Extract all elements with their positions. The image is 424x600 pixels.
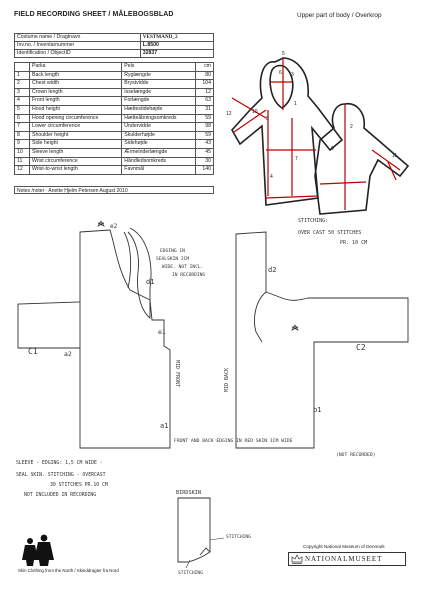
edging-note-line: SEALSKIN 2CM — [156, 257, 190, 262]
diagram-label: 6 — [279, 70, 282, 76]
footer-copyright: Copyright National Museum of Denmark — [303, 544, 385, 549]
label-stitching: STITCHING — [226, 535, 251, 540]
label-c1: C1 — [28, 347, 38, 356]
stitching-note-line: PR. 10 CM — [340, 240, 368, 246]
diagram-label: 12 — [226, 111, 232, 117]
footer-logo-note: Skin Clothing from the North / Skinddragter fra Nord — [18, 568, 119, 573]
diagram-label: 1 — [294, 101, 297, 107]
header-unit: cm — [196, 63, 214, 72]
table-row: 4 Front length Forlængde 63 — [15, 97, 214, 106]
edging-note-line: FRONT AND BACK EDGING IN RED SKIN 1CM WIDE — [174, 439, 293, 444]
notes-field: Notes /noter · Anette Hjelm Petersen August 2010 — [14, 186, 214, 194]
table-row: 12 Wrist-to-wrist length Favnmål 140 — [15, 166, 214, 175]
sheet-title: FIELD RECORDING SHEET / MÅLEBOGSBLAD — [14, 11, 174, 18]
label-stitching: STITCHING — [178, 571, 203, 576]
table-row: 6 Hood opening circumference Hætteåbningsomkreds 59 — [15, 114, 214, 123]
label-a1: a1 — [160, 422, 169, 430]
sleeve-note-line: SLEEVE - EDGING: 1,5 CM WIDE - — [16, 461, 103, 466]
header-da: Pels — [122, 63, 196, 72]
table-row: 9 Side height Sidehøjde 43 — [15, 140, 214, 149]
table-row: 5 Hood height Hættestidehøjde 31 — [15, 105, 214, 114]
label-mid-back: MID BACK — [224, 367, 230, 392]
diagram-label: 11 — [392, 153, 398, 159]
edging-note-line: (NOT RECORDED) — [336, 453, 376, 458]
sleeve-note-line: NOT INCLUDED IN RECORDING — [24, 493, 97, 498]
sleeve-note-line: 30 STITCHES PR.10 CM — [50, 483, 108, 488]
museum-name: NATIONALMUSEET — [305, 555, 383, 563]
diagram-label: 8 — [266, 116, 269, 122]
meta-label: Identification / ObjectID — [15, 50, 141, 58]
label-b1: b1 — [313, 406, 322, 414]
meta-value: 32837 — [140, 50, 213, 58]
table-row: 11 Wrist circumference Håndledsomkreds 30 — [15, 157, 214, 166]
edging-note-line: IN RECORDING — [172, 273, 206, 278]
meta-label: Costume name / Dragtnavn — [15, 34, 141, 42]
meta-value: VESTMAND_2 — [140, 34, 213, 42]
stitching-note-line: OVER CAST 50 STITCHES — [298, 230, 362, 236]
diagram-label: 2 — [350, 124, 353, 130]
label-e1: e1 — [158, 328, 166, 336]
diagram-label: 5 — [282, 51, 285, 57]
label-mid-front: MID FRONT — [174, 360, 180, 388]
label-birdskin: BIRDSKIN — [176, 490, 201, 496]
sleeve-note-line: SEAL SKIN. STITCHING - OVERCAST — [16, 473, 106, 478]
stitching-note-line: STITCHING: — [298, 218, 329, 224]
diagram-label: 7 — [295, 156, 298, 162]
header-en: Parka — [30, 63, 122, 72]
label-c2: C2 — [356, 343, 366, 352]
meta-label: Inv.no. / Inventarnummer — [15, 42, 141, 50]
edging-note-line: EDGING IN — [160, 249, 185, 254]
table-row: 1 Back length Ryglængde 80 — [15, 71, 214, 80]
meta-value: L.8500 — [140, 42, 213, 50]
section-title: Upper part of body / Overkrop — [297, 12, 382, 19]
edging-note-line: WIDE. NOT INCL. — [162, 265, 204, 270]
label-d1: d1 — [146, 278, 155, 286]
label-d2: d2 — [268, 266, 277, 274]
label-e2: e2 — [110, 223, 118, 230]
diagram-label: 3 — [291, 72, 294, 78]
diagram-label: 10 — [252, 109, 258, 115]
table-row: 7 Lower circumference Undervidde 98 — [15, 123, 214, 132]
table-row: 8 Shoulder height Skulderhøjde 59 — [15, 131, 214, 140]
label-a2: a2 — [64, 350, 72, 358]
table-row: 3 Crown length Isselængde 12 — [15, 88, 214, 97]
table-row: 2 Chest width Brystvidde 104 — [15, 80, 214, 89]
diagram-label: 9 — [331, 146, 334, 152]
diagram-label: 4 — [270, 174, 273, 180]
table-row: 10 Sleeve length Ærmeinderlængde 45 — [15, 148, 214, 157]
